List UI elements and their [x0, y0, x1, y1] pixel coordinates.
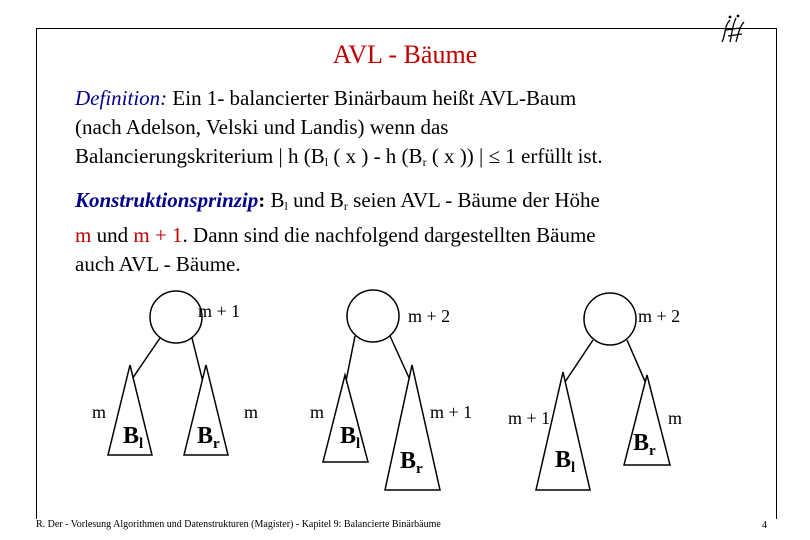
tree-1-right-height: m	[244, 402, 259, 422]
tree-2-right-subtree-label: $B_r$	[400, 448, 423, 477]
definition-line-3: Balancierungskriterium | h ($B_l$ ( x ) - h ($B_r$ ( x )) | ≤ 1 erfüllt ist.	[75, 144, 603, 169]
height-m: m	[75, 223, 92, 247]
tree-1-left-height: m	[92, 402, 107, 422]
tree-3-left-subtree-label: $B_l$	[555, 447, 576, 476]
tree-3-right-edge	[627, 340, 647, 386]
construction-label: Konstruktionsprinzip	[75, 188, 259, 212]
tree-1-right-edge	[192, 338, 203, 382]
footer-text: R. Der - Vorlesung Algorithmen und Datenstrukturen (Magister) - Kapitel 9: Balancierte Binärbäume	[36, 519, 441, 530]
definition-line-2: (nach Adelson, Velski und Landis) wenn das	[75, 115, 449, 139]
tree-2-height-label: m + 2	[408, 306, 451, 326]
tree-1-root-node	[150, 291, 202, 343]
tree-2-right-edge	[390, 336, 410, 380]
tree-3-right-height: m	[668, 408, 683, 428]
tree-2-left-subtree-label: $B_l$	[340, 423, 361, 452]
definition-line-1: Ein 1- balancierter Binärbaum heißt AVL-Baum	[167, 86, 577, 110]
tree-2-left-height: m	[310, 402, 325, 422]
tree-1-left-edge	[130, 338, 160, 382]
tree-3	[508, 293, 682, 490]
tree-1-right-subtree-label: $B_r$	[197, 423, 220, 452]
tree-2-root-node	[347, 290, 399, 342]
tree-3-right-subtree-label: $B_r$	[633, 430, 656, 459]
tree-3-left-height: m + 1	[508, 408, 551, 428]
tree-1-left-subtree-label: $B_l$	[123, 423, 144, 452]
tree-3-root-node	[584, 293, 636, 345]
tree-2	[310, 290, 472, 490]
slide-title: AVL - Bäume	[332, 40, 478, 69]
definition-label: Definition:	[75, 86, 168, 110]
height-m-plus-1: m + 1	[133, 223, 183, 247]
tree-1-height-label: m + 1	[198, 301, 241, 321]
tree-1	[92, 291, 258, 455]
tree-3-left-edge	[565, 340, 593, 382]
page-number: 4	[762, 520, 767, 531]
tree-3-height-label: m + 2	[638, 306, 681, 326]
tree-2-right-height: m + 1	[430, 402, 473, 422]
construction-paragraph: Konstruktionsprinzip: $B_l$ und $B_r$ seien AVL - Bäume der Höhe m und m + 1. Dann sind die nachfolgend dargestellten Bäume auch AVL - Bäume.	[75, 186, 600, 279]
construction-line-3: auch AVL - Bäume.	[75, 252, 241, 276]
